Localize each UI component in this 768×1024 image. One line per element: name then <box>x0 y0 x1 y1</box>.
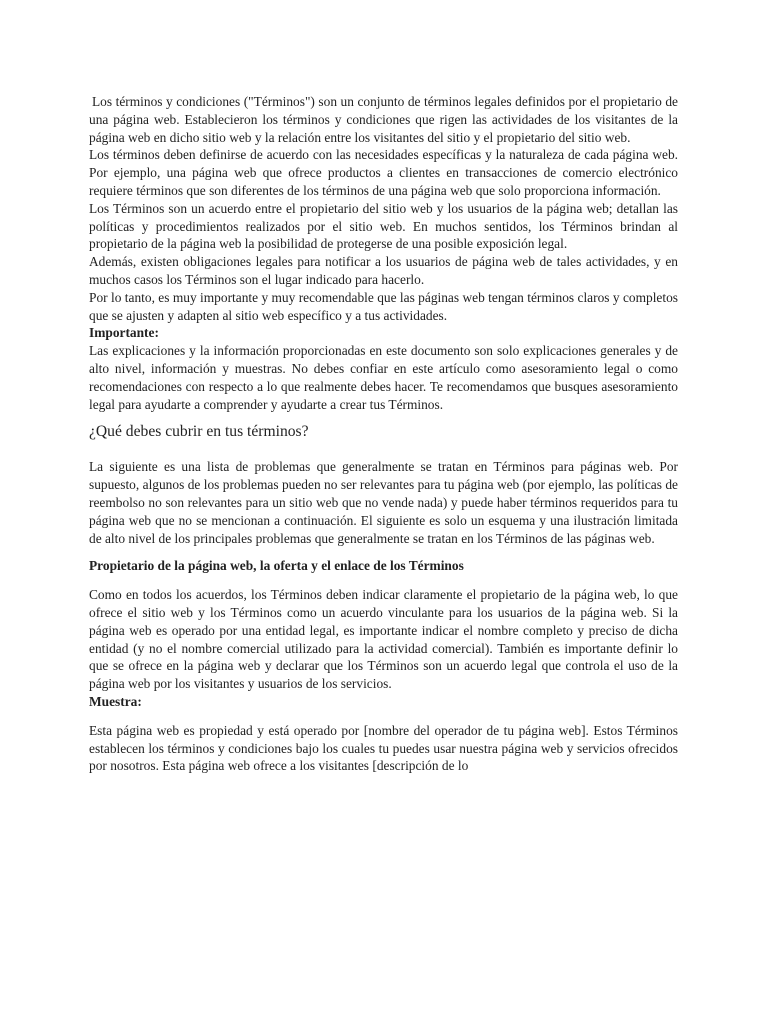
intro-paragraph-5: Por lo tanto, es muy importante y muy recomendable que las páginas web tengan términos claros y completos que se ajusten y adapten al sitio web específico y a tus actividades. <box>89 289 678 323</box>
sample-label: Muestra: <box>89 693 142 709</box>
sample-paragraph: Esta página web es propiedad y está operado por [nombre del operador de tu página web]. Estos Términos establecen los términos y condiciones bajo los cuales tu puedes usar nuestra página web y servicios ofrecidos por nosotros. Esta página web ofrece a los visitantes [descripción de lo <box>89 722 678 774</box>
intro-paragraph-3: Los Términos son un acuerdo entre el propietario del sitio web y los usuarios de la página web; detallan las políticas y procedimientos realizados por el sitio web. En muchos sentidos, los Términos brindan al propietario de la página web la posibilidad de protegerse de una posible exposición legal. <box>89 200 678 252</box>
subsection-heading-owner: Propietario de la página web, la oferta y el enlace de los Términos <box>89 558 464 574</box>
section-heading-what-to-cover: ¿Qué debes cubrir en tus términos? <box>89 423 309 441</box>
important-text: Las explicaciones y la información proporcionadas en este documento son solo explicaciones generales y de alto nivel, información y muestras. No debes confiar en este artículo como asesoramiento legal o como recomendaciones con respecto a lo que realmente debes hacer. Te recomendamos que busques asesoramiento legal para ayudarte a comprender y ayudarte a crear tus Términos. <box>89 343 678 412</box>
important-label: Importante: <box>89 325 159 341</box>
intro-paragraph-4: Además, existen obligaciones legales para notificar a los usuarios de página web de tales actividades, y en muchos casos los Términos son el lugar indicado para hacerlo. <box>89 254 678 287</box>
document-page <box>89 93 678 775</box>
owner-paragraph: Como en todos los acuerdos, los Términos deben indicar claramente el propietario de la página web, lo que ofrece el sitio web y los Términos como un acuerdo vinculante para los usuarios de la página web. Si la página web es operado por una entidad legal, es importante indicar el nombre completo y preciso de dicha entidad (y no el nombre comercial utilizado para la actividad comercial). También es importante definir lo que se ofrece en la página web y declarar que los Términos son un acuerdo legal que controla el uso de la página web por los visitantes y usuarios de los servicios. <box>89 587 678 692</box>
intro-paragraph-1: Los términos y condiciones ("Términos") son un conjunto de términos legales definidos por el propietario de una página web. Establecieron los términos y condiciones que rigen las actividades de los visitantes de la página web en dicho sitio web y la relación entre los visitantes del sitio y el propietario del sitio web. <box>89 94 678 145</box>
spacer <box>89 711 678 722</box>
intro-paragraph-2: Los términos deben definirse de acuerdo con las necesidades específicas y la naturaleza de cada página web. Por ejemplo, una página web que ofrece productos a clientes en transacciones de comercio electrónico requiere términos que son diferentes de los términos de una página web que solo proporciona información. <box>89 147 678 198</box>
list-intro-paragraph: La siguiente es una lista de problemas que generalmente se tratan en Términos para páginas web. Por supuesto, algunos de los problemas pueden no ser relevantes para tu página web (por ejemplo, las políticas de reembolso no son relevantes para un sitio web que no vende nada) y puede haber términos requeridos para tu página web que no se mencionan a continuación. El siguiente es solo un esquema y una ilustración limitada de alto nivel de los principales problemas que generalmente se tratan en los Términos de las páginas web. <box>89 459 678 546</box>
